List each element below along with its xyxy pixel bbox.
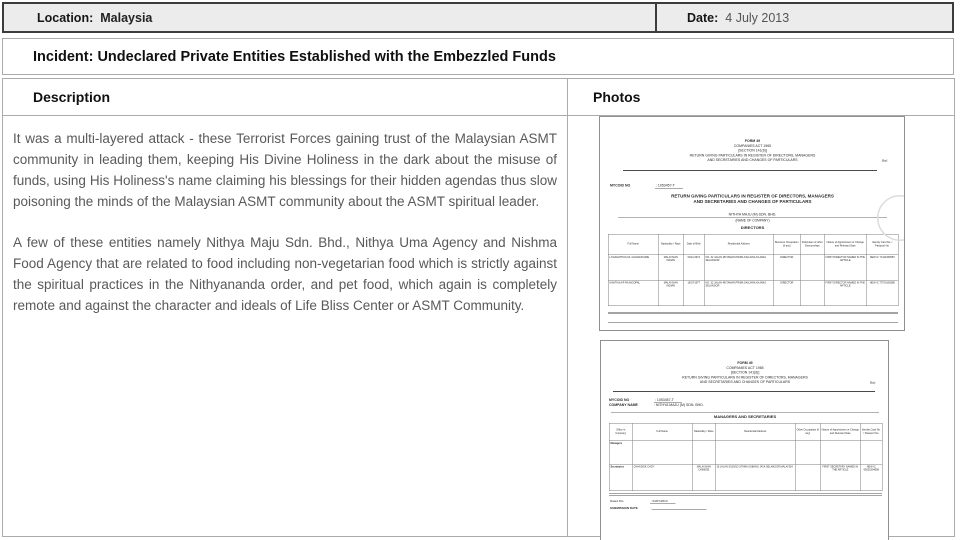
col-header: Date of Birth	[683, 234, 704, 255]
dated-label: Dated this	[610, 499, 624, 503]
section-line: [SECTION 141(6)]	[730, 371, 760, 375]
managers-secretaries-table	[609, 423, 883, 491]
cell: MALAYSIAN INDIAN	[658, 280, 683, 306]
dated-value: : 04/07/2013	[650, 500, 676, 504]
cell	[632, 441, 692, 465]
section-line: [SECTION 141(6)]	[738, 149, 767, 153]
cell: NO. 32 JALAN 4B TAMAN PRIMA SAUJANA KAJANG SELANGOR	[704, 255, 773, 281]
cell: FIRST SECRETARY NAMED IN THE ARTICLE	[820, 464, 860, 491]
form-rule	[613, 391, 875, 392]
col-header: Residential Address	[704, 234, 773, 255]
cell: MALAYSIAN INDIAN	[658, 255, 683, 281]
table-row	[608, 255, 898, 281]
submission-colon: :	[649, 506, 651, 510]
mycoid-value: : 1053457-T	[654, 398, 682, 403]
mycoid-row	[610, 184, 905, 188]
act-line: COMPANIES ACT 1965	[726, 366, 764, 370]
cell: 16 JALAN SS19/1D UTAMA SUBANG JAYA SELANGOR MALAYSIA	[715, 464, 795, 491]
company-row	[609, 403, 889, 407]
cell	[800, 280, 824, 306]
company-label: COMPANY NAME	[609, 403, 638, 407]
form-number: FORM 49	[737, 361, 753, 365]
form1-header	[600, 139, 905, 163]
return-line-1: RETURN GIVING PARTICULARS IN REGISTER OF DIRECTORS, MANAGERS	[682, 375, 808, 380]
date-cell	[657, 4, 952, 31]
table-row	[609, 441, 882, 465]
description-paragraph: It was a multi-layered attack - these Terrorist Forces gaining trust of the Malaysian ASMT community in leading them, keeping His Divine Holiness in the dark about the misuse of funds, using His Holiness's name claiming his blessings for their hidden agendas thus slow poisoning the minds of the Malaysian ASMT community about the ASMT spiritual leader.	[13, 131, 557, 209]
mycoid-label: MYCOID NO	[609, 398, 630, 402]
cell: NEW IC 77071606586	[866, 280, 898, 306]
table-header-row	[608, 234, 898, 255]
description-paragraph: A few of these entities namely Nithya Maju Sdn. Bhd., Nithya Uma Agency and Nishma Food Agency that are related to food including non-vegetarian food which is strictly against the spiritual practices in the Nithyananda order, and pet food, which again is completely remote and against the character and ideals of Life Bliss Center or ASMT Community.	[13, 235, 557, 313]
location-value: Malaysia	[100, 10, 153, 25]
submission-underline	[649, 506, 707, 510]
cell: KAVITHA A/P RAJAGOPAL	[608, 280, 658, 306]
cell	[692, 441, 715, 465]
col-header: Full Name	[632, 423, 692, 441]
col-header: Nature of Appointment or Change and Relevant Date	[824, 234, 866, 255]
act-line: COMPANIES ACT 1965	[733, 144, 772, 148]
scanned-form-1	[599, 116, 905, 331]
cell: DIRECTOR	[773, 255, 800, 281]
cell: FIRST DIRECTOR NAMED IN THE ARTICLE	[824, 255, 866, 281]
submission-row	[610, 506, 889, 510]
location-cell	[4, 4, 657, 31]
cell: Managers	[609, 441, 632, 465]
table-row	[608, 280, 898, 306]
cell: MALAYSIAN CHINESE	[692, 464, 715, 491]
cell: DIRECTOR	[773, 280, 800, 306]
table-header-row	[609, 423, 882, 441]
cell: CHAN BOK CHOY	[632, 464, 692, 491]
cell: 04/11/1974	[683, 255, 704, 281]
cell	[820, 441, 860, 465]
return-line-2: AND SECRETARIES AND CHANGES OF PARTICULARS	[699, 380, 791, 384]
cell	[800, 255, 824, 281]
cell	[715, 441, 795, 465]
form-number: FORM 49	[744, 139, 761, 143]
col-header: Particulars of other Directorships	[800, 234, 824, 255]
incident-title: Incident: Undeclared Private Entities Established with the Embezzled Funds	[33, 48, 556, 65]
description-heading: Description	[33, 89, 111, 105]
return-line-2: AND SECRETARIES AND CHANGES OF PARTICULARS	[707, 158, 798, 162]
mycoid-row	[609, 398, 889, 402]
col-header: Business Occupation (if any)	[773, 234, 800, 255]
name-rule	[618, 217, 887, 218]
col-header: Nationality / Race	[658, 234, 683, 255]
col-header: Identity Card No. / Passport No.	[866, 234, 898, 255]
date-value: 4 July 2013	[725, 10, 790, 25]
column-divider	[567, 79, 568, 536]
col-header: Full Name	[608, 234, 658, 255]
double-rule	[608, 312, 898, 314]
form2-header	[601, 361, 889, 385]
cell: NEW IC 74110406553	[866, 255, 898, 281]
incident-row	[2, 38, 954, 75]
form-title-line: AND SECRETARIES AND CHANGES OF PARTICULARS	[693, 199, 812, 204]
company-value: : NITHYA MAJU (M) SDN. BHD.	[653, 403, 704, 407]
double-rule	[609, 493, 882, 495]
col-header: Nature of Appointment or Change and Relevant Date	[820, 423, 860, 441]
cell	[795, 464, 820, 491]
header-bar	[2, 2, 954, 33]
directors-heading: DIRECTORS	[740, 225, 765, 230]
cell: FIRST DIRECTOR NAMED IN THE ARTICLE	[824, 280, 866, 306]
ref-label: Ref.	[882, 159, 888, 163]
mycoid-label: MYCOID NO	[610, 183, 631, 188]
cell	[860, 441, 882, 465]
mycoid-value: : 1053457-T	[655, 184, 683, 189]
col-header: Identity Card No. / Passport No.	[860, 423, 882, 441]
submission-date-label: SUBMISSION DATE	[610, 506, 638, 510]
section-rule	[611, 412, 879, 413]
date-label: Date:	[687, 10, 719, 25]
location-label: Location:	[37, 10, 94, 25]
col-header: Other Occupation (if any)	[795, 423, 820, 441]
managers-secretaries-heading: MANAGERS AND SECRETARIES	[713, 414, 777, 419]
cell: LOGANATHAN A/L GUNARASURE	[608, 255, 658, 281]
return-line-1: RETURN GIVING PARTICULARS IN REGISTER OF DIRECTORS, MANAGERS	[689, 153, 816, 158]
form-title-line: RETURN GIVING PARTICULARS IN REGISTER OF DIRECTORS, MANAGERS	[671, 193, 834, 199]
name-of-company-caption: (NAME OF COMPANY)	[735, 218, 770, 223]
directors-table	[608, 234, 899, 306]
cell: NO. 32 JALAN 4B TAMAN PRIMA SAUJANA KAJANG SELANGOR	[704, 280, 773, 306]
ref-label: Ref.	[870, 381, 876, 385]
scanned-form-2	[600, 340, 889, 540]
form-rule	[623, 170, 877, 171]
table-row	[609, 464, 882, 491]
col-header: Nationality / Race	[692, 423, 715, 441]
photos-heading: Photos	[593, 89, 641, 105]
cell: 16/07/1977	[683, 280, 704, 306]
cell: NEW IC 65020304558	[860, 464, 882, 491]
dated-row	[610, 500, 889, 503]
description-body	[3, 116, 567, 536]
col-header: Residential Address	[715, 423, 795, 441]
company-name: NITHYA MAJU (M) SDN. BHD.	[728, 212, 777, 217]
bottom-rule	[608, 322, 898, 323]
col-header: Office in Company	[609, 423, 632, 441]
cell	[795, 441, 820, 465]
cell: Secretaries	[609, 464, 632, 491]
